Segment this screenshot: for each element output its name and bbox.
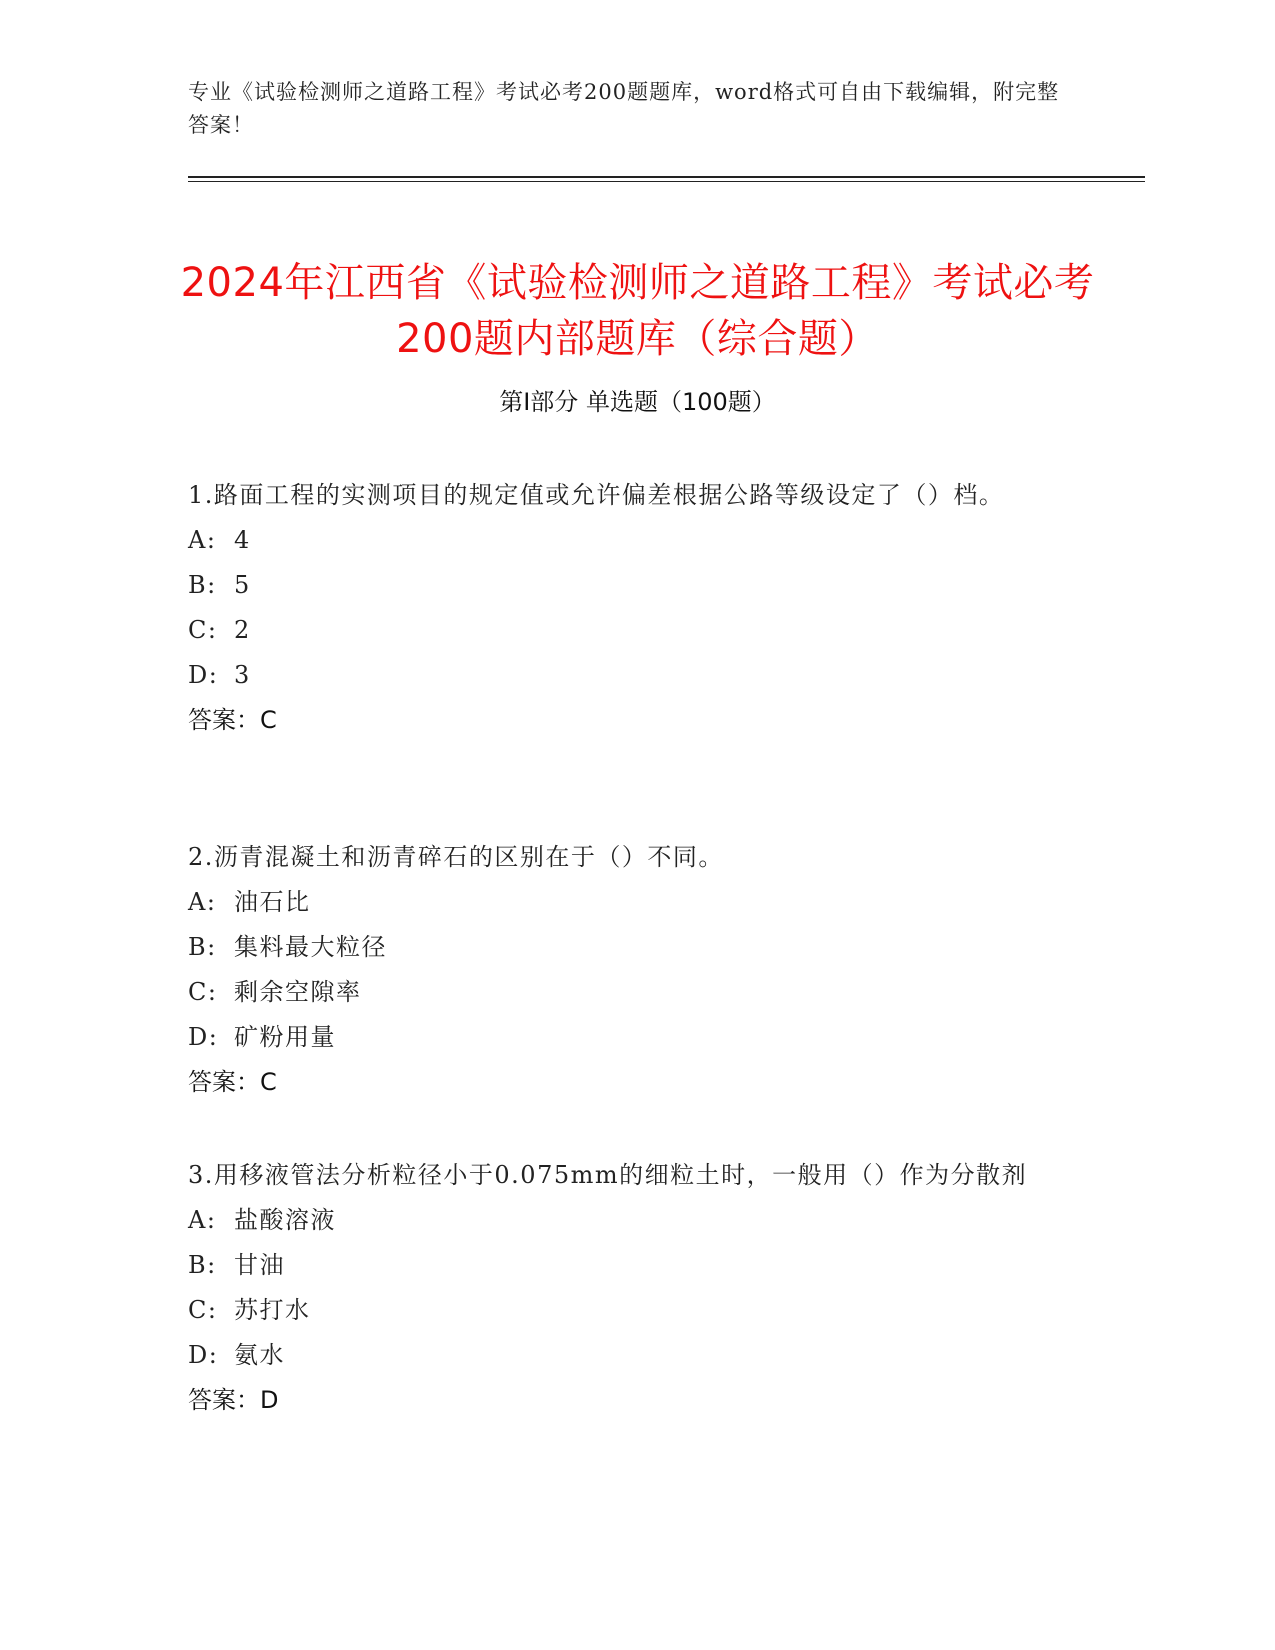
option-b (188, 1243, 1068, 1288)
option-text: 剩余空隙率 (234, 978, 362, 1006)
question-stem: 2.沥青混凝土和沥青碎石的区别在于（）不同。 (188, 843, 724, 871)
option-a (188, 1198, 1068, 1243)
question-stem: 3.用移液管法分析粒径小于0.075mm的细粒土时，一般用（）作为分散剂 (188, 1161, 1028, 1189)
option-letter: D: (188, 1341, 219, 1369)
option-b (188, 563, 1068, 608)
option-letter: B: (188, 571, 217, 599)
option-letter: D: (188, 661, 219, 689)
option-text: 矿粉用量 (234, 1023, 336, 1051)
option-c (188, 970, 1068, 1015)
question-block (188, 1153, 1068, 1423)
header-divider-thick (188, 176, 1145, 178)
section-title: 第I部分 单选题（100题） (499, 388, 776, 416)
option-letter: C: (188, 1296, 218, 1324)
question-block (188, 473, 1068, 743)
option-text: 4 (234, 526, 251, 554)
option-a (188, 518, 1068, 563)
option-text: 集料最大粒径 (234, 933, 387, 961)
option-d (188, 653, 1068, 698)
option-d (188, 1015, 1068, 1060)
answer-line: 答案：C (188, 1068, 277, 1096)
option-letter: B: (188, 1251, 217, 1279)
option-a (188, 880, 1068, 925)
option-text: 盐酸溶液 (234, 1206, 336, 1234)
option-text: 5 (234, 571, 251, 599)
option-text: 3 (234, 661, 251, 689)
option-letter: D: (188, 1023, 219, 1051)
header-divider-thin (188, 181, 1145, 182)
option-letter: A: (188, 888, 217, 916)
option-text: 油石比 (234, 888, 311, 916)
option-text: 2 (234, 616, 251, 644)
option-text: 苏打水 (234, 1296, 311, 1324)
option-d (188, 1333, 1068, 1378)
option-b (188, 925, 1068, 970)
question-block (188, 835, 1068, 1105)
document-title: 2024年江西省《试验检测师之道路工程》考试必考200题内部题库（综合题） (180, 259, 1095, 362)
answer-line: 答案：D (188, 1386, 279, 1414)
option-letter: C: (188, 616, 218, 644)
option-c (188, 1288, 1068, 1333)
option-c (188, 608, 1068, 653)
option-text: 氨水 (234, 1341, 285, 1369)
header-note: 专业《试验检测师之道路工程》考试必考200题题库，word格式可自由下载编辑，附完整答案！ (188, 80, 1060, 137)
answer-line: 答案：C (188, 706, 277, 734)
question-stem: 1.路面工程的实测项目的规定值或允许偏差根据公路等级设定了（）档。 (188, 481, 1005, 509)
option-letter: C: (188, 978, 218, 1006)
option-text: 甘油 (234, 1251, 285, 1279)
option-letter: A: (188, 1206, 217, 1234)
option-letter: B: (188, 933, 217, 961)
option-letter: A: (188, 526, 217, 554)
